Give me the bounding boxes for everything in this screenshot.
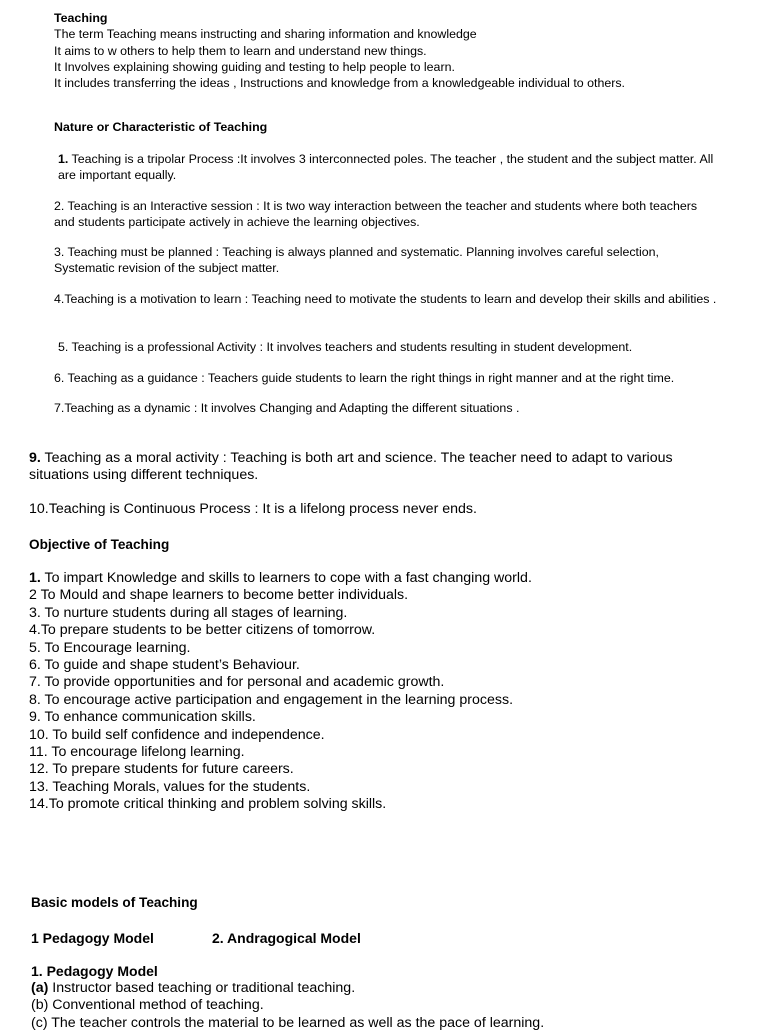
model-andragogical-label: 2. Andragogical Model: [212, 930, 361, 946]
nature-item: [54, 151, 718, 184]
pedagogy-list: [31, 980, 544, 1032]
nature-heading: Nature or Characteristic of Teaching: [54, 120, 268, 134]
pedagogy-heading: 1. Pedagogy Model: [31, 963, 158, 979]
teaching-section: [54, 10, 734, 91]
objective-item: 6. To guide and shape student’s Behaviour.: [29, 657, 300, 674]
nature-item-number: 1.: [58, 152, 69, 166]
objective-item: 7. To provide opportunities and for personal and academic growth.: [29, 674, 445, 691]
teaching-line: It includes transferring the ideas , Instructions and knowledge from a knowledgeable individual to others.: [54, 76, 625, 91]
nature-item: 10.Teaching is Continuous Process : It is a lifelong process never ends.: [29, 501, 477, 517]
objective-item: 2 To Mould and shape learners to become better individuals.: [29, 587, 409, 604]
objective-item: 11. To encourage lifelong learning.: [29, 744, 245, 761]
objective-item: 12. To prepare students for future careers.: [29, 761, 294, 778]
objective-item: 4.To prepare students to be better citizens of tomorrow.: [29, 622, 376, 639]
nature-item: [29, 450, 709, 483]
teaching-line: It Involves explaining showing guiding and testing to help people to learn.: [54, 59, 455, 74]
nature-item: 5. Teaching is a professional Activity : It involves teachers and students resulting in student development.: [58, 340, 633, 354]
nature-item-text: Teaching is a tripolar Process :It involves 3 interconnected poles. The teacher , the student and the subject matter. All are important equally.: [58, 152, 714, 183]
objective-item: 14.To promote critical thinking and problem solving skills.: [29, 796, 387, 813]
teaching-line: The term Teaching means instructing and sharing information and knowledge: [54, 27, 477, 42]
objective-list: [29, 570, 532, 814]
nature-item: 7.Teaching as a dynamic : It involves Changing and Adapting the different situations .: [54, 401, 520, 415]
objective-item: 3. To nurture students during all stages of learning.: [29, 604, 348, 621]
objective-item: [29, 570, 532, 587]
objective-item: 10. To build self confidence and independence.: [29, 726, 325, 743]
objective-heading: Objective of Teaching: [29, 537, 170, 552]
models-heading: Basic models of Teaching: [31, 895, 198, 910]
pedagogy-item-label: (a): [31, 980, 49, 996]
objective-item: 5. To Encourage learning.: [29, 639, 191, 656]
objective-item: 9. To enhance communication skills.: [29, 709, 256, 726]
nature-item: 6. Teaching as a guidance : Teachers guide students to learn the right things in right manner and at the right time.: [54, 371, 675, 385]
pedagogy-item: (b) Conventional method of teaching.: [31, 997, 264, 1014]
pedagogy-item: (c) The teacher controls the material to be learned as well as the pace of learning.: [31, 1014, 545, 1031]
nature-item-text: Teaching as a moral activity : Teaching is both art and science. The teacher need to adapt to various situations using different techniques.: [29, 450, 673, 483]
objective-item-text: To impart Knowledge and skills to learners to cope with a fast changing world.: [40, 570, 532, 586]
teaching-heading: Teaching: [54, 11, 108, 25]
pedagogy-item: [31, 980, 544, 997]
objective-item-number: 1.: [29, 570, 41, 586]
pedagogy-item-text: Instructor based teaching or traditional teaching.: [48, 980, 356, 996]
objective-item: 8. To encourage active participation and engagement in the learning process.: [29, 691, 514, 708]
nature-item: 4.Teaching is a motivation to learn : Teaching need to motivate the students to learn and develop their skills and abilities .: [54, 292, 717, 306]
model-pedagogy-label: 1 Pedagogy Model: [31, 930, 154, 946]
nature-item: 3. Teaching must be planned : Teaching is always planned and systematic. Planning involves careful selection, Systematic revision of the subject matter.: [54, 245, 659, 276]
nature-item: 2. Teaching is an Interactive session : It is two way interaction between the teacher and students where both teachers and students participate actively in achieve the learning objectives.: [54, 199, 698, 230]
teaching-line: It aims to w others to help them to learn and understand new things.: [54, 43, 427, 58]
objective-item: 13. Teaching Morals, values for the students.: [29, 778, 311, 795]
nature-item-number: 9.: [29, 450, 41, 466]
